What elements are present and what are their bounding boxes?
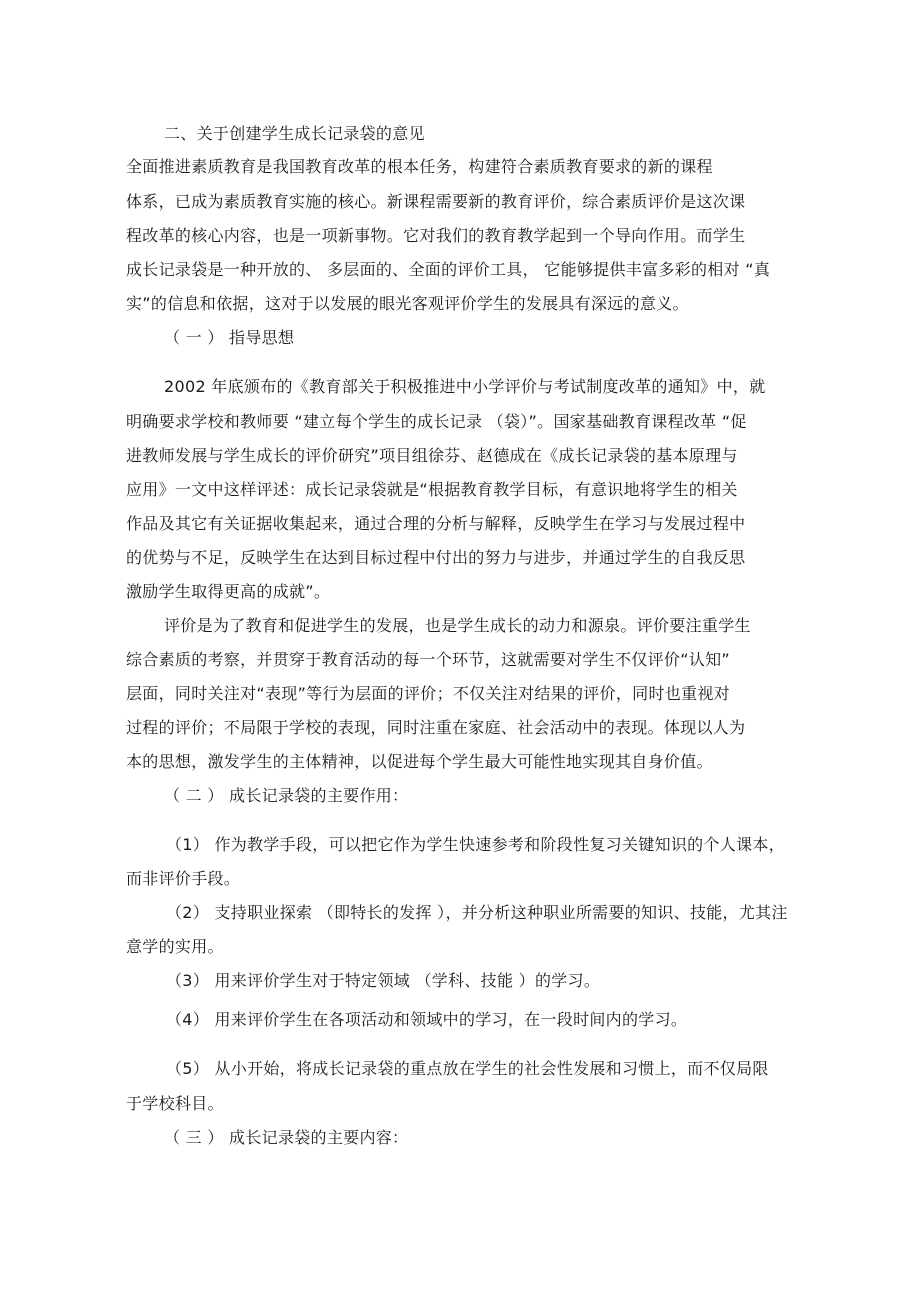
subsection-heading: （ 一 ） 指导思想 <box>164 328 295 347</box>
paragraph-line: 综合素质的考察，并贯穿于教育活动的每一个环节，这就需要对学生不仅评价“认知” <box>126 650 730 669</box>
subsection-heading: （ 三 ） 成长记录袋的主要内容： <box>164 1128 409 1147</box>
list-item: （5） 从小开始，将成长记录袋的重点放在学生的社会性发展和习惯上，而不仅局限 <box>166 1059 769 1078</box>
paragraph-line: 体系，已成为素质教育实施的核心。新课程需要新的教育评价，综合素质评价是这次课 <box>126 192 746 211</box>
subsection-heading: （ 二 ） 成长记录袋的主要作用： <box>164 786 409 805</box>
paragraph-line: 程改革的核心内容，也是一项新事物。它对我们的教育教学起到一个导向作用。而学生 <box>126 226 746 245</box>
paragraph-line: 的优势与不足，反映学生在达到目标过程中付出的努力与进步，并通过学生的自我反思 <box>126 548 746 567</box>
list-item: （3） 用来评价学生对于特定领域 （学科、技能 ）的学习。 <box>166 971 601 990</box>
paragraph-line: 本的思想，激发学生的主体精神，以促进每个学生最大可能性地实现其自身价值。 <box>126 752 713 771</box>
paragraph-line: 过程的评价；不局限于学校的表现，同时注重在家庭、社会活动中的表现。体现以人为 <box>126 718 746 737</box>
list-item-continuation: 意学的实用。 <box>126 937 224 956</box>
list-item-continuation: 而非评价手段。 <box>126 869 241 888</box>
list-item-continuation: 于学校科目。 <box>126 1094 224 1113</box>
paragraph-line: 明确要求学校和教师要 “建立每个学生的成长记录 （袋）”。国家基础教育课程改革 “促 <box>126 412 747 431</box>
paragraph-line: 层面，同时关注对“表现”等行为层面的评价；不仅关注对结果的评价，同时也重视对 <box>126 684 730 703</box>
list-item: （2） 支持职业探索 （即特长的发挥 ），并分析这种职业所需要的知识、技能，尤其注 <box>166 903 788 922</box>
paragraph-line: 成长记录袋是一种开放的、 多层面的、全面的评价工具， 它能够提供丰富多彩的相对 “真 <box>126 260 771 279</box>
list-item: （1） 作为教学手段，可以把它作为学生快速参考和阶段性复习关键知识的个人课本， <box>166 835 785 854</box>
paragraph-line: 激励学生取得更高的成就”。 <box>126 582 331 601</box>
paragraph-line: 作品及其它有关证据收集起来，通过合理的分析与解释，反映学生在学习与发展过程中 <box>126 514 746 533</box>
section-heading: 二、关于创建学生成长记录袋的意见 <box>164 124 425 143</box>
paragraph-line: 进教师发展与学生成长的评价研究”项目组徐芬、赵德成在《成长记录袋的基本原理与 <box>126 446 738 465</box>
paragraph-line: 2002 年底颁布的《教育部关于积极推进中小学评价与考试制度改革的通知》中，就 <box>164 377 766 396</box>
paragraph-line: 应用》一文中这样评述：成长记录袋就是“根据教育教学目标，有意识地将学生的相关 <box>126 480 738 499</box>
list-item: （4） 用来评价学生在各项活动和领域中的学习，在一段时间内的学习。 <box>166 1010 688 1029</box>
paragraph-line: 评价是为了教育和促进学生的发展，也是学生成长的动力和源泉。评价要注重学生 <box>164 616 751 635</box>
paragraph-line: 实”的信息和依据，这对于以发展的眼光客观评价学生的发展具有深远的意义。 <box>126 294 689 313</box>
paragraph-line: 全面推进素质教育是我国教育改革的根本任务，构建符合素质教育要求的新的课程 <box>126 157 713 176</box>
